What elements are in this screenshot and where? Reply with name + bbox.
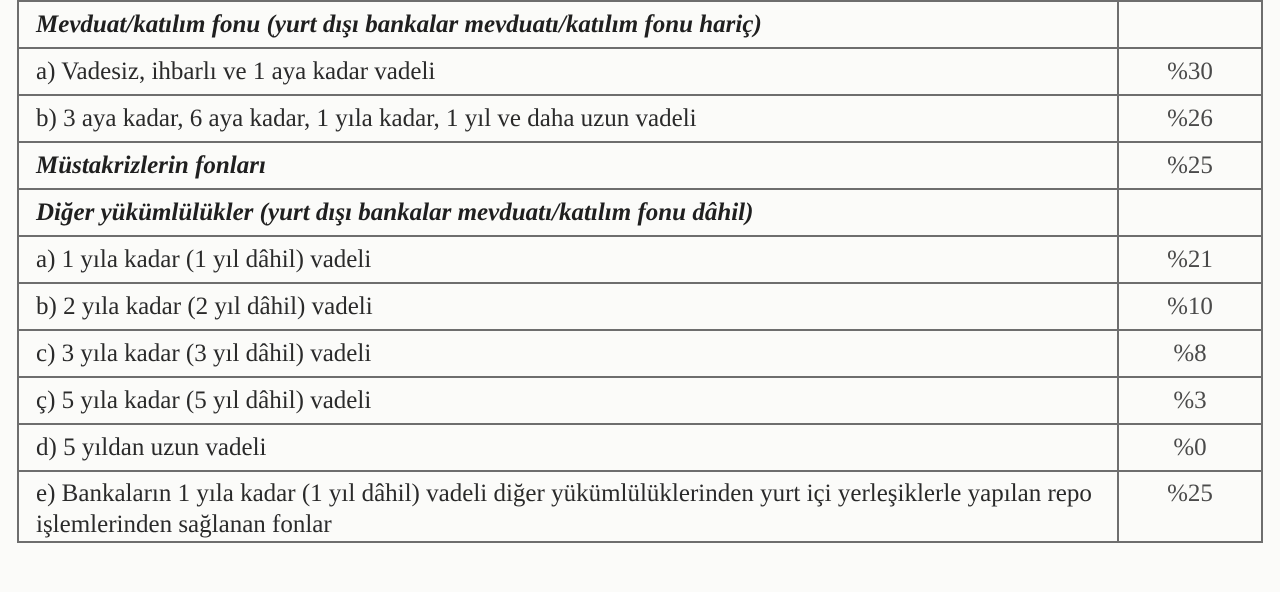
row-rate: %10: [1118, 283, 1262, 330]
row-rate: %3: [1118, 377, 1262, 424]
row-rate: %25: [1118, 142, 1262, 189]
table-row: [18, 424, 1262, 471]
row-label: b) 3 aya kadar, 6 aya kadar, 1 yıla kadar, 1 yıl ve daha uzun vadeli: [18, 95, 1118, 142]
row-rate: [1118, 1, 1262, 48]
row-label: d) 5 yıldan uzun vadeli: [18, 424, 1118, 471]
row-rate: %30: [1118, 48, 1262, 95]
table-row: [18, 283, 1262, 330]
row-label: a) Vadesiz, ihbarlı ve 1 aya kadar vadeli: [18, 48, 1118, 95]
row-label: c) 3 yıla kadar (3 yıl dâhil) vadeli: [18, 330, 1118, 377]
row-rate: %8: [1118, 330, 1262, 377]
table-row-deposits-heading: [18, 1, 1262, 48]
row-rate: [1118, 189, 1262, 236]
row-label: b) 2 yıla kadar (2 yıl dâhil) vadeli: [18, 283, 1118, 330]
table-row-other-liabilities-heading: [18, 189, 1262, 236]
row-rate: %21: [1118, 236, 1262, 283]
row-rate: %0: [1118, 424, 1262, 471]
table-row: [18, 377, 1262, 424]
row-label: a) 1 yıla kadar (1 yıl dâhil) vadeli: [18, 236, 1118, 283]
row-rate: %26: [1118, 95, 1262, 142]
table-row: [18, 330, 1262, 377]
row-label: e) Bankaların 1 yıla kadar (1 yıl dâhil) vadeli diğer yükümlülüklerinden yurt içi yerleşiklerle yapılan repo işlemlerinden sağlanan fonlar: [18, 471, 1118, 542]
table-row: [18, 471, 1262, 542]
reserve-ratio-table: [17, 0, 1263, 543]
table-row: [18, 95, 1262, 142]
table-row: [18, 236, 1262, 283]
table-row: [18, 48, 1262, 95]
row-label: ç) 5 yıla kadar (5 yıl dâhil) vadeli: [18, 377, 1118, 424]
row-label: Mevduat/katılım fonu (yurt dışı bankalar mevduatı/katılım fonu hariç): [18, 1, 1118, 48]
row-label: Diğer yükümlülükler (yurt dışı bankalar mevduatı/katılım fonu dâhil): [18, 189, 1118, 236]
row-label: Müstakrizlerin fonları: [18, 142, 1118, 189]
table-row-borrower-funds-heading: [18, 142, 1262, 189]
row-rate: %25: [1118, 471, 1262, 542]
